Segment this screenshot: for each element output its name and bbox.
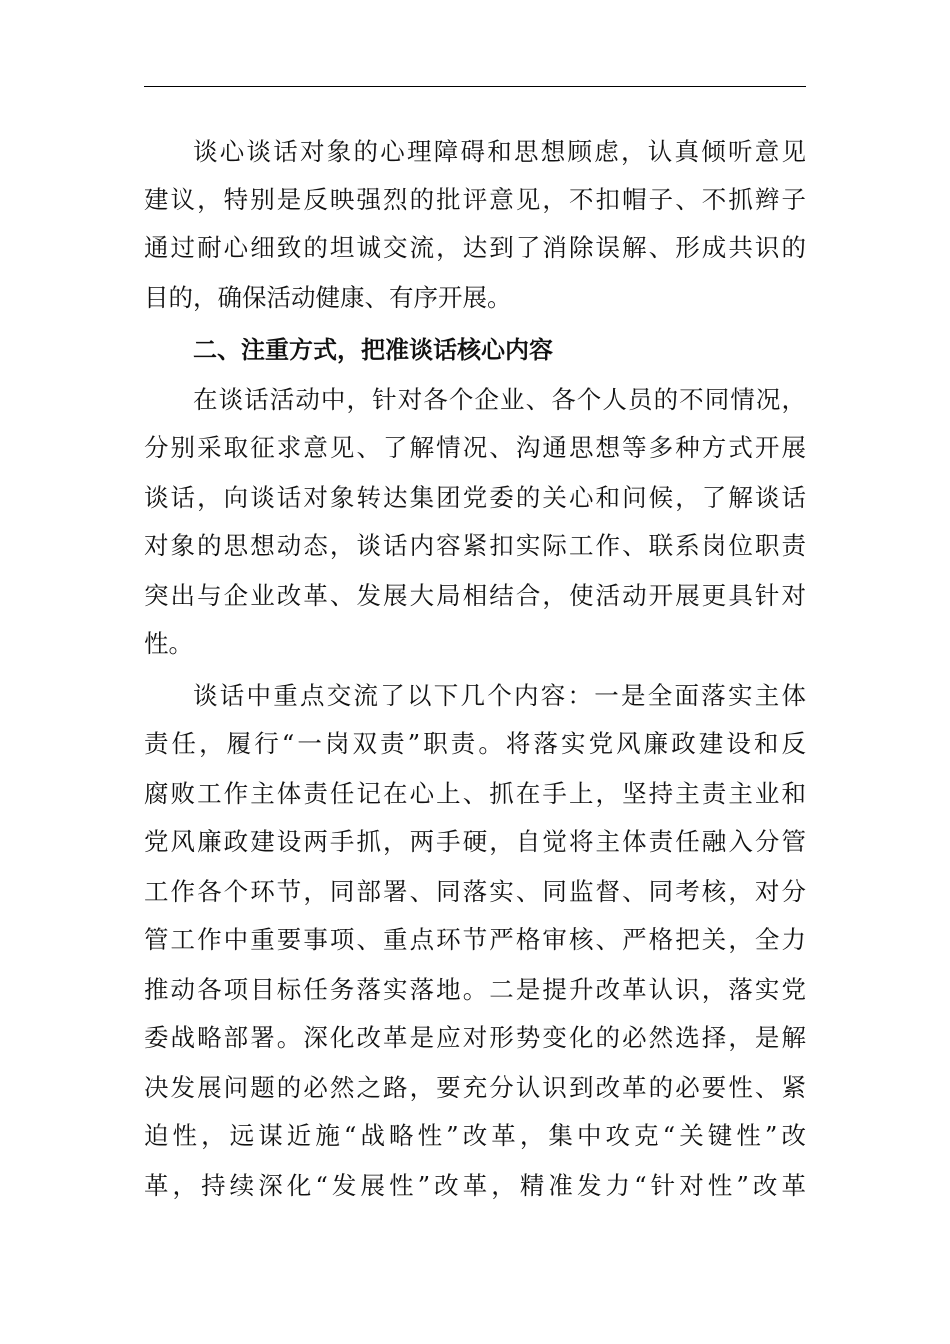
paragraph-line: 目的，确保活动健康、有序开展。 (144, 283, 512, 312)
paragraph-line: 责任，履行“一岗双责”职责。将落实党风廉政建设和反 (144, 729, 806, 758)
paragraph-line: 委战略部署。深化改革是应对形势变化的必然选择，是解 (144, 1023, 806, 1052)
paragraph-line: 突出与企业改革、发展大局相结合，使活动开展更具针对 (144, 581, 806, 610)
paragraph-line: 对象的思想动态，谈话内容紧扣实际工作、联系岗位职责 (144, 531, 806, 560)
paragraph-line: 建议，特别是反映强烈的批评意见，不扣帽子、不抓辫子 (144, 185, 806, 214)
paragraph-line: 党风廉政建设两手抓，两手硬，自觉将主体责任融入分管 (144, 827, 806, 856)
header-rule (144, 86, 806, 87)
paragraph-line: 谈心谈话对象的心理障碍和思想顾虑，认真倾听意见 (193, 137, 806, 166)
paragraph-line: 谈话，向谈话对象转达集团党委的关心和问候，了解谈话 (144, 483, 806, 512)
paragraph-line: 分别采取征求意见、了解情况、沟通思想等多种方式开展 (144, 433, 806, 462)
paragraph-line: 决发展问题的必然之路，要充分认识到改革的必要性、紧 (144, 1073, 806, 1102)
paragraph-line: 性。 (144, 629, 193, 658)
paragraph-line: 推动各项目标任务落实落地。二是提升改革认识，落实党 (144, 975, 806, 1004)
section-heading: 二、注重方式，把准谈话核心内容 (193, 336, 553, 364)
paragraph-line: 管工作中重要事项、重点环节严格审核、严格把关，全力 (144, 925, 806, 954)
paragraph-line: 腐败工作主体责任记在心上、抓在手上，坚持主责主业和 (144, 779, 806, 808)
paragraph-line: 工作各个环节，同部署、同落实、同监督、同考核，对分 (144, 877, 806, 906)
paragraph-line: 通过耐心细致的坦诚交流，达到了消除误解、形成共识的 (144, 233, 806, 262)
paragraph-line: 在谈话活动中，针对各个企业、各个人员的不同情况， (193, 385, 806, 414)
paragraph-line: 谈话中重点交流了以下几个内容：一是全面落实主体 (193, 681, 806, 710)
paragraph-line: 迫性，远谋近施“战略性”改革，集中攻克“关键性”改 (144, 1121, 806, 1150)
paragraph-line: 革，持续深化“发展性”改革，精准发力“针对性”改革 (144, 1171, 806, 1200)
